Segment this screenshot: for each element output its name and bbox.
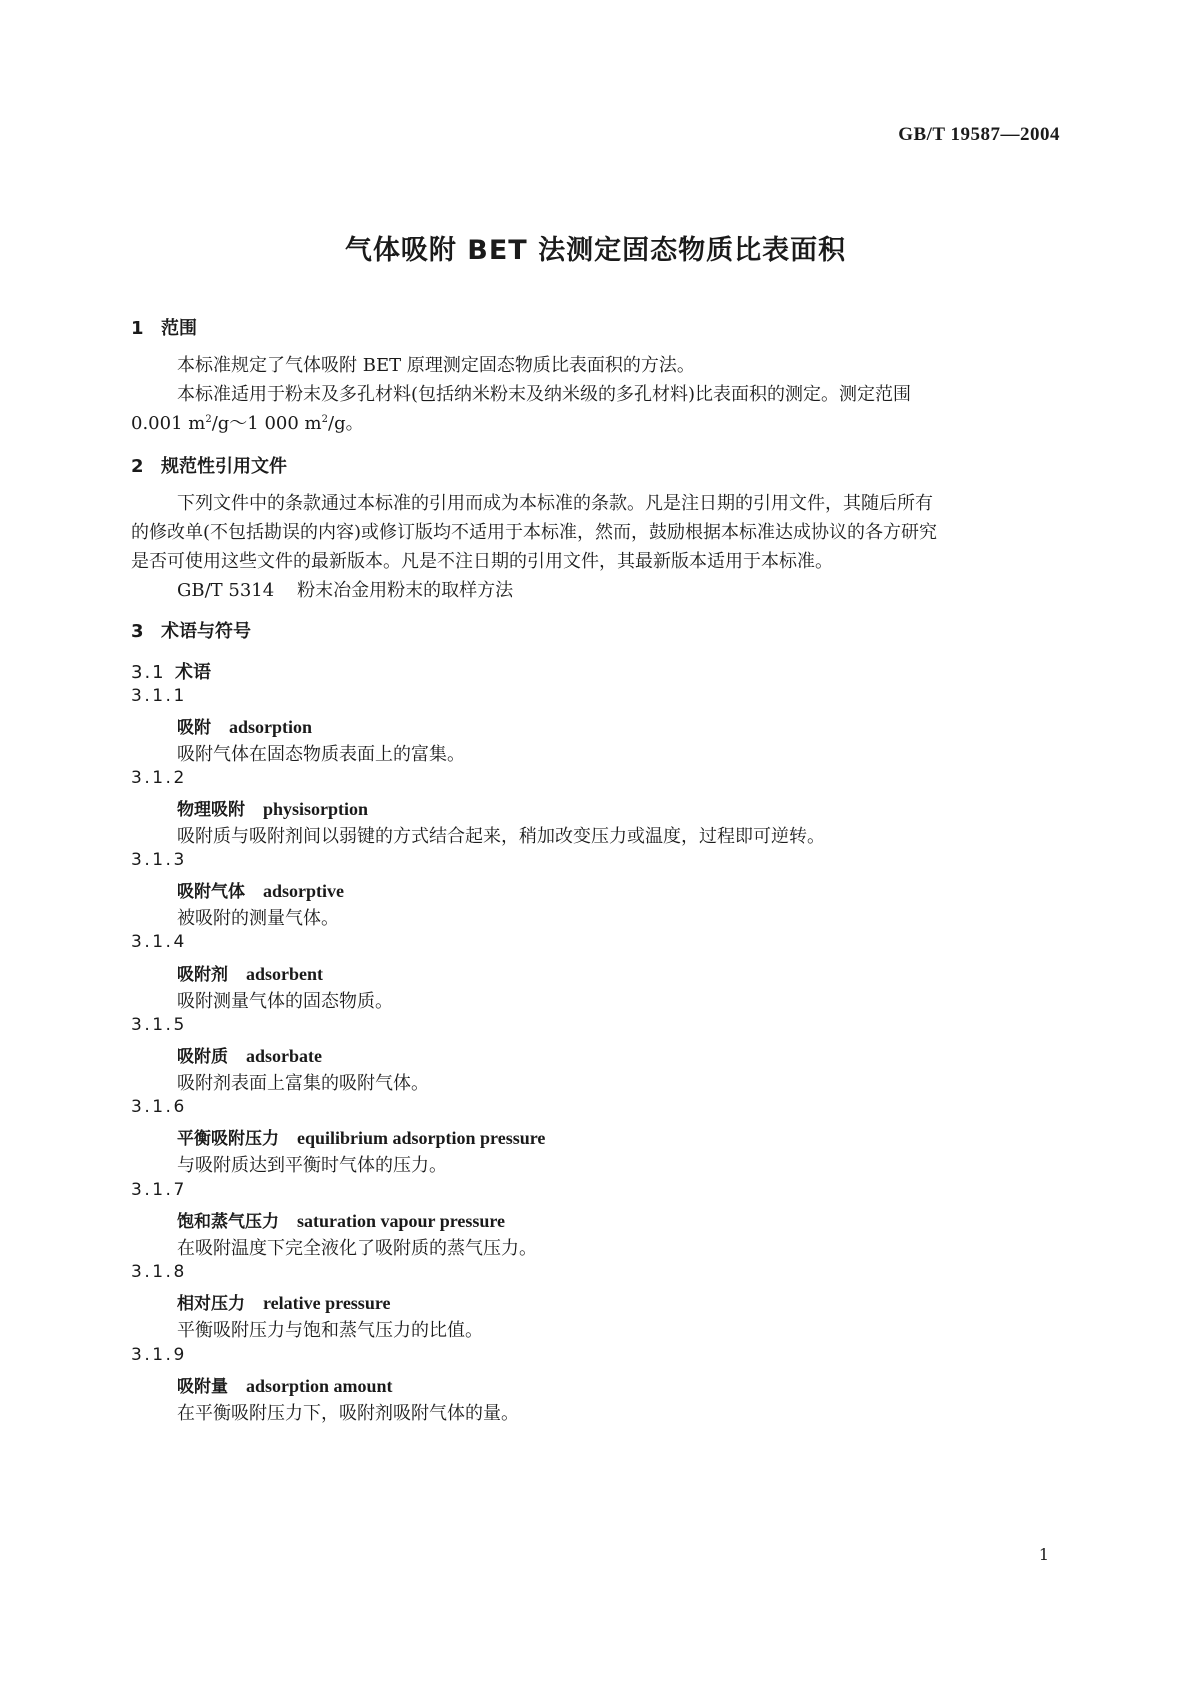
section-title: 范围 <box>161 318 197 339</box>
term-number: 3.1.9 <box>131 1345 187 1365</box>
page-number: 1 <box>1038 1545 1049 1564</box>
section-heading-scope <box>131 314 197 340</box>
subsection-title: 术语 <box>175 662 211 683</box>
term-number: 3.1.6 <box>131 1097 187 1117</box>
paragraph-line: 下列文件中的条款通过本标准的引用而成为本标准的条款。凡是注日期的引用文件，其随后所有 <box>177 493 933 514</box>
term-number: 3.1.5 <box>131 1015 187 1035</box>
standard-code: GB/T 19587—2004 <box>898 124 1060 145</box>
paragraph-line: 是否可使用这些文件的最新版本。凡是不注日期的引用文件，其最新版本适用于本标准。 <box>131 551 833 572</box>
term-definition: 被吸附的测量气体。 <box>177 908 339 929</box>
term-number: 3.1.1 <box>131 686 187 706</box>
references-paragraph <box>131 489 1062 576</box>
scope-range-line: 0.001 $m^2/g\sim 1$ 000 $m^2/g$。 <box>131 413 364 434</box>
term-name: 物理吸附 physisorption <box>177 799 369 820</box>
term-name: 吸附 adsorption <box>177 717 313 738</box>
term-name: 吸附量 adsorption amount <box>177 1376 393 1397</box>
term-definition: 吸附质与吸附剂间以弱键的方式结合起来，稍加改变压力或温度，过程即可逆转。 <box>177 826 825 847</box>
term-name: 平衡吸附压力 equilibrium adsorption pressure <box>177 1128 546 1149</box>
section-heading-terms-symbols <box>131 617 251 643</box>
term-name: 相对压力 relative pressure <box>177 1293 391 1314</box>
term-name: 饱和蒸气压力 saturation vapour pressure <box>177 1211 506 1232</box>
section-title: 规范性引用文件 <box>161 456 287 477</box>
term-number: 3.1.2 <box>131 768 187 788</box>
scope-paragraph-2: 本标准适用于粉末及多孔材料(包括纳米粉末及纳米级的多孔材料)比表面积的测定。测定范围 <box>177 384 912 405</box>
document-title: 气体吸附 BET 法测定固态物质比表面积 <box>344 235 847 266</box>
term-definition: 在吸附温度下完全液化了吸附质的蒸气压力。 <box>177 1238 537 1259</box>
paragraph-line: 的修改单(不包括勘误的内容)或修订版均不适用于本标准，然而，鼓励根据本标准达成协议的各方研究 <box>131 522 938 543</box>
term-number: 3.1.3 <box>131 850 187 870</box>
term-definition: 平衡吸附压力与饱和蒸气压力的比值。 <box>177 1320 483 1341</box>
reference-item: GB/T 5314 粉末冶金用粉末的取样方法 <box>177 580 514 601</box>
section-number: 3 <box>131 621 144 642</box>
term-number: 3.1.8 <box>131 1262 187 1282</box>
term-number: 3.1.7 <box>131 1180 187 1200</box>
section-number: 1 <box>131 318 144 339</box>
section-heading-normative-references <box>131 452 287 478</box>
scope-paragraph-1: 本标准规定了气体吸附 BET 原理测定固态物质比表面积的方法。 <box>177 355 695 376</box>
term-definition: 在平衡吸附压力下，吸附剂吸附气体的量。 <box>177 1403 519 1424</box>
term-definition: 与吸附质达到平衡时气体的压力。 <box>177 1155 447 1176</box>
term-definition: 吸附剂表面上富集的吸附气体。 <box>177 1073 429 1094</box>
term-name: 吸附气体 adsorptive <box>177 881 344 902</box>
section-number: 2 <box>131 456 144 477</box>
term-number: 3.1.4 <box>131 932 187 952</box>
section-title: 术语与符号 <box>161 621 251 642</box>
term-definition: 吸附测量气体的固态物质。 <box>177 991 393 1012</box>
term-name: 吸附剂 adsorbent <box>177 964 324 985</box>
subsection-number: 3.1 <box>131 662 166 683</box>
term-name: 吸附质 adsorbate <box>177 1046 322 1067</box>
term-definition: 吸附气体在固态物质表面上的富集。 <box>177 744 465 765</box>
subsection-heading-terms <box>131 658 211 684</box>
